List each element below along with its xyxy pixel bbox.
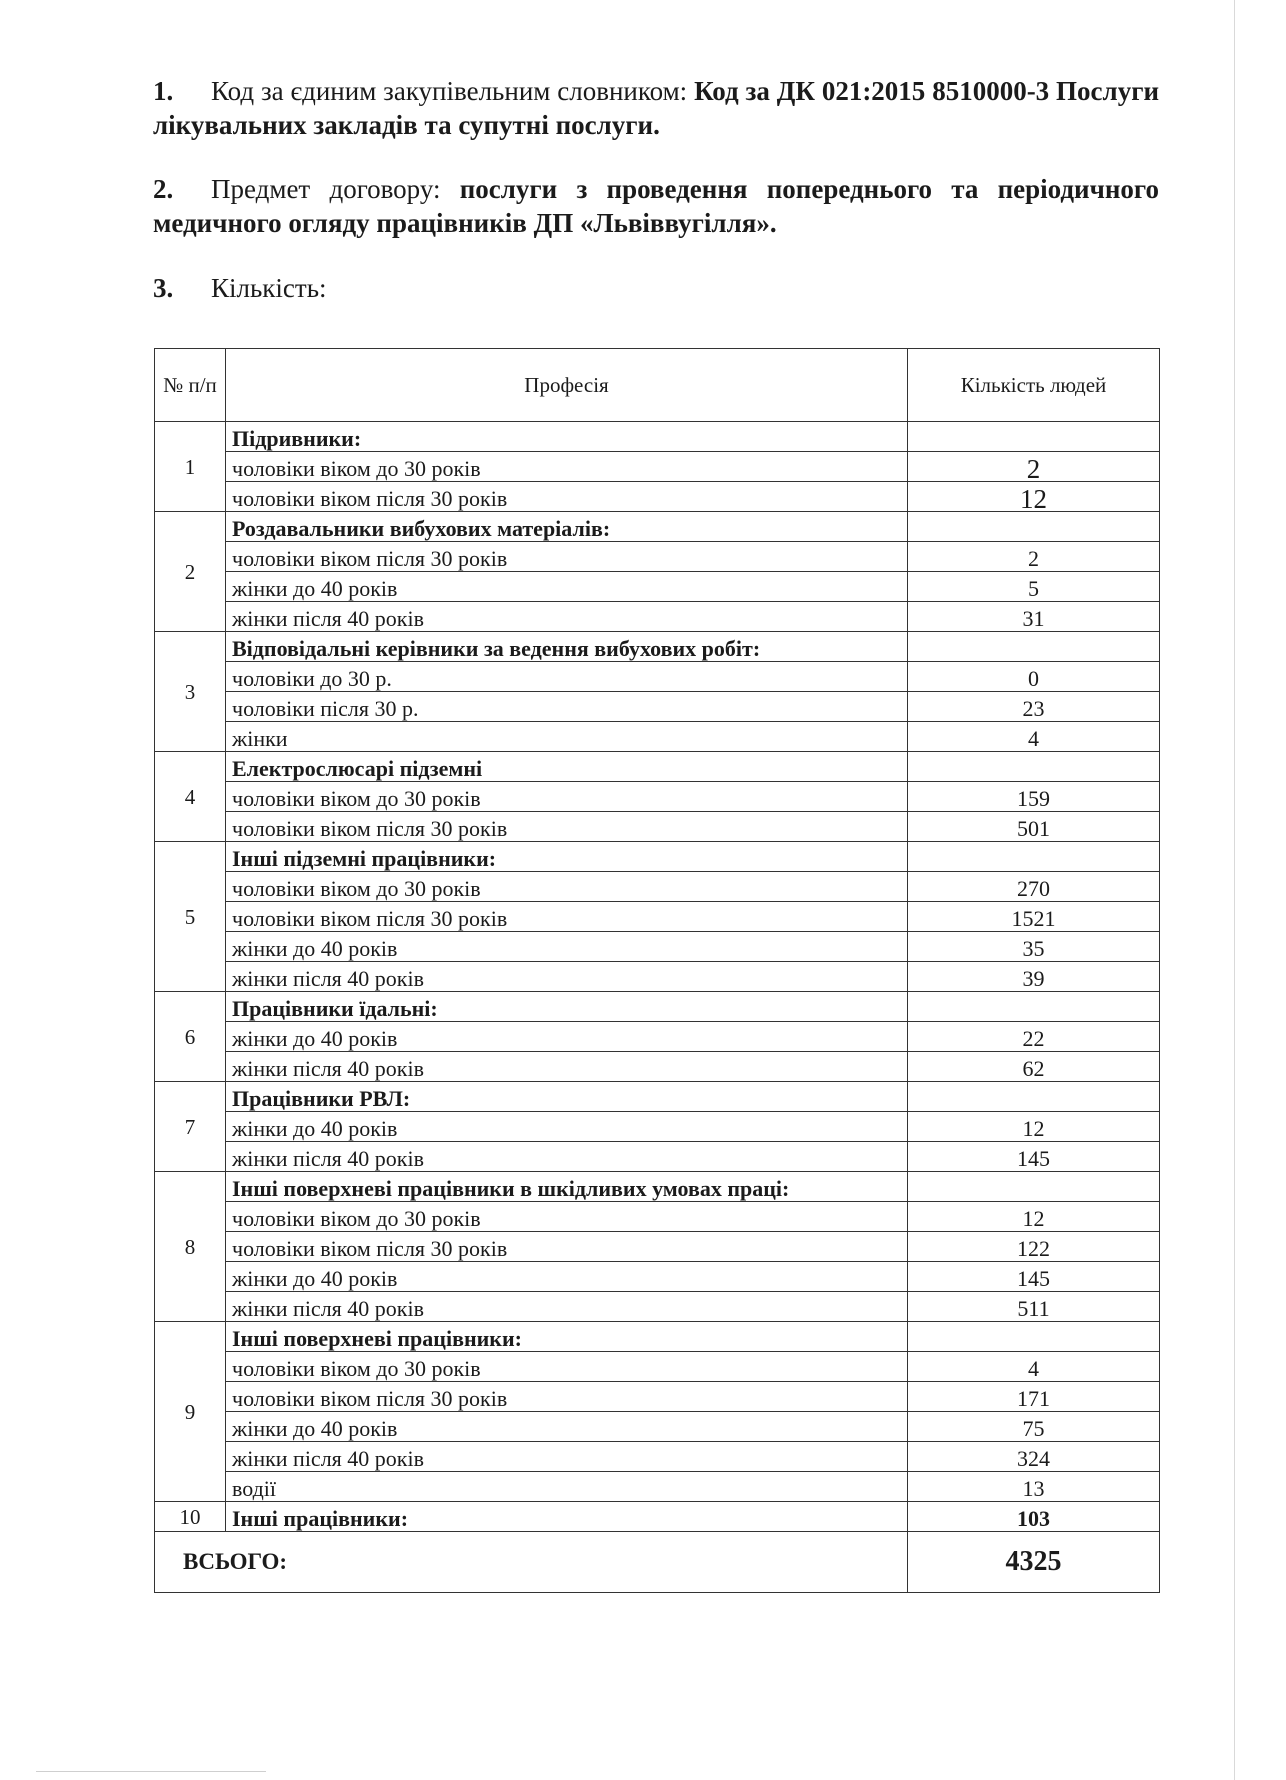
row-label: жінки після 40 років [226, 1142, 908, 1172]
total-row [155, 1532, 1160, 1593]
table-row [155, 962, 1160, 992]
group-number: 9 [155, 1322, 226, 1502]
row-value: 501 [908, 812, 1160, 842]
row-label: жінки після 40 років [226, 1292, 908, 1322]
row-value: 31 [908, 602, 1160, 632]
item-label: Кількість: [211, 273, 327, 303]
group-title-value [908, 1082, 1160, 1112]
row-label: чоловіки віком до 30 років [226, 872, 908, 902]
row-value: 511 [908, 1292, 1160, 1322]
row-label: жінки до 40 років [226, 572, 908, 602]
item-number: 2. [153, 174, 174, 204]
group-title: Працівники РВЛ: [226, 1082, 908, 1112]
group-title: Електрослюсарі підземні [226, 752, 908, 782]
row-value: 159 [908, 782, 1160, 812]
group-title: Роздавальники вибухових матеріалів: [226, 512, 908, 542]
group-number: 10 [155, 1502, 226, 1532]
row-label: чоловіки віком після 30 років [226, 542, 908, 572]
row-value: 171 [908, 1382, 1160, 1412]
table-row [155, 722, 1160, 752]
group-title-value [908, 422, 1160, 452]
table-row [155, 572, 1160, 602]
group-number: 5 [155, 842, 226, 992]
group-number: 4 [155, 752, 226, 842]
row-value: 12 [908, 1112, 1160, 1142]
table-row [155, 1412, 1160, 1442]
row-value: 75 [908, 1412, 1160, 1442]
row-value: 1521 [908, 902, 1160, 932]
row-label: чоловіки віком після 30 років [226, 1382, 908, 1412]
group-title-value [908, 512, 1160, 542]
row-label: жінки до 40 років [226, 932, 908, 962]
quantity-table [154, 348, 1160, 1593]
row-value: 13 [908, 1472, 1160, 1502]
item-value: Код за ДК 021:2015 8510000-3 Послуги лікувальних закладів та супутні послуги. [153, 76, 1160, 140]
row-label: чоловіки віком до 30 років [226, 1352, 908, 1382]
table-row [155, 872, 1160, 902]
row-value: 5 [908, 572, 1160, 602]
group-number: 6 [155, 992, 226, 1082]
row-value: 62 [908, 1052, 1160, 1082]
table-row [155, 812, 1160, 842]
table-row [155, 1292, 1160, 1322]
group-title-row [155, 842, 1160, 872]
group-title-value: 103 [908, 1502, 1160, 1532]
item-label: Код за єдиним закупівельним словником: [211, 76, 688, 106]
group-title: Інші поверхневі працівники: [226, 1322, 908, 1352]
row-label: чоловіки до 30 р. [226, 662, 908, 692]
row-label: чоловіки віком до 30 років [226, 1202, 908, 1232]
group-title: Інші працівники: [226, 1502, 908, 1532]
group-title-row [155, 1322, 1160, 1352]
item-number: 1. [153, 76, 174, 106]
header-count: Кількість людей [908, 349, 1160, 422]
table-row [155, 782, 1160, 812]
row-value: 2 [908, 452, 1160, 482]
item-1 [153, 74, 1159, 142]
table-row [155, 542, 1160, 572]
table-row [155, 1442, 1160, 1472]
item-3 [153, 271, 1159, 305]
table-row [155, 1382, 1160, 1412]
row-label: чоловіки віком після 30 років [226, 1232, 908, 1262]
group-number: 8 [155, 1172, 226, 1322]
row-value: 35 [908, 932, 1160, 962]
group-title: Інші підземні працівники: [226, 842, 908, 872]
group-number: 1 [155, 422, 226, 512]
row-label: чоловіки віком до 30 років [226, 452, 908, 482]
row-value: 22 [908, 1022, 1160, 1052]
group-title-row [155, 632, 1160, 662]
group-number: 3 [155, 632, 226, 752]
row-label: жінки до 40 років [226, 1262, 908, 1292]
scan-edge-right [1234, 0, 1235, 1780]
total-value: 4325 [908, 1532, 1160, 1593]
table-row [155, 482, 1160, 512]
table-row [155, 1202, 1160, 1232]
row-value: 145 [908, 1142, 1160, 1172]
group-title: Підривники: [226, 422, 908, 452]
item-number: 3. [153, 273, 174, 303]
row-label: жінки після 40 років [226, 602, 908, 632]
group-number: 7 [155, 1082, 226, 1172]
group-title-value [908, 992, 1160, 1022]
group-title-value [908, 1172, 1160, 1202]
row-value: 12 [908, 482, 1160, 512]
group-title: Відповідальні керівники за ведення вибухових робіт: [226, 632, 908, 662]
table-row [155, 1112, 1160, 1142]
row-value: 270 [908, 872, 1160, 902]
row-label: жінки до 40 років [226, 1112, 908, 1142]
row-value: 145 [908, 1262, 1160, 1292]
scan-edge-bottom [36, 1771, 266, 1772]
group-title-value [908, 1322, 1160, 1352]
row-label: чоловіки після 30 р. [226, 692, 908, 722]
row-value: 23 [908, 692, 1160, 722]
row-value: 4 [908, 722, 1160, 752]
row-label: водії [226, 1472, 908, 1502]
table-row [155, 902, 1160, 932]
group-title-row [155, 1172, 1160, 1202]
table-row [155, 1052, 1160, 1082]
row-value: 324 [908, 1442, 1160, 1472]
group-title: Інші поверхневі працівники в шкідливих умовах праці: [226, 1172, 908, 1202]
item-label: Предмет договору: [211, 174, 441, 204]
table-row [155, 662, 1160, 692]
item-2 [153, 172, 1159, 240]
group-title-row [155, 992, 1160, 1022]
row-value: 2 [908, 542, 1160, 572]
row-label: жінки [226, 722, 908, 752]
header-profession: Професія [226, 349, 908, 422]
row-label: жінки після 40 років [226, 1052, 908, 1082]
table-row [155, 692, 1160, 722]
table-row [155, 1142, 1160, 1172]
table-row [155, 1352, 1160, 1382]
table-row [155, 1022, 1160, 1052]
row-value: 122 [908, 1232, 1160, 1262]
total-label: ВСЬОГО: [155, 1532, 908, 1593]
row-value: 39 [908, 962, 1160, 992]
table-row [155, 1232, 1160, 1262]
row-label: чоловіки віком до 30 років [226, 782, 908, 812]
row-value: 0 [908, 662, 1160, 692]
group-title-row [155, 512, 1160, 542]
group-title-value [908, 842, 1160, 872]
table-row [155, 602, 1160, 632]
row-label: чоловіки віком після 30 років [226, 812, 908, 842]
table-row [155, 452, 1160, 482]
item-value: послуги з проведення попереднього та періодичного медичного огляду працівників ДП «Львіввугілля». [153, 174, 1159, 238]
table-row [155, 1472, 1160, 1502]
group-title-row [155, 1082, 1160, 1112]
row-label: жінки до 40 років [226, 1412, 908, 1442]
table-row [155, 932, 1160, 962]
table-row [155, 1262, 1160, 1292]
row-value: 12 [908, 1202, 1160, 1232]
row-label: жінки після 40 років [226, 962, 908, 992]
group-title-row [155, 752, 1160, 782]
header-number: № п/п [155, 349, 226, 422]
row-label: чоловіки віком після 30 років [226, 482, 908, 512]
row-value: 4 [908, 1352, 1160, 1382]
group-title-value [908, 752, 1160, 782]
row-label: чоловіки віком після 30 років [226, 902, 908, 932]
group-title-row [155, 422, 1160, 452]
group-number: 2 [155, 512, 226, 632]
group-title-value [908, 632, 1160, 662]
row-label: жінки до 40 років [226, 1022, 908, 1052]
group-title: Працівники їдальні: [226, 992, 908, 1022]
row-label: жінки після 40 років [226, 1442, 908, 1472]
group-title-row [155, 1502, 1160, 1532]
table-header-row [155, 349, 1160, 422]
